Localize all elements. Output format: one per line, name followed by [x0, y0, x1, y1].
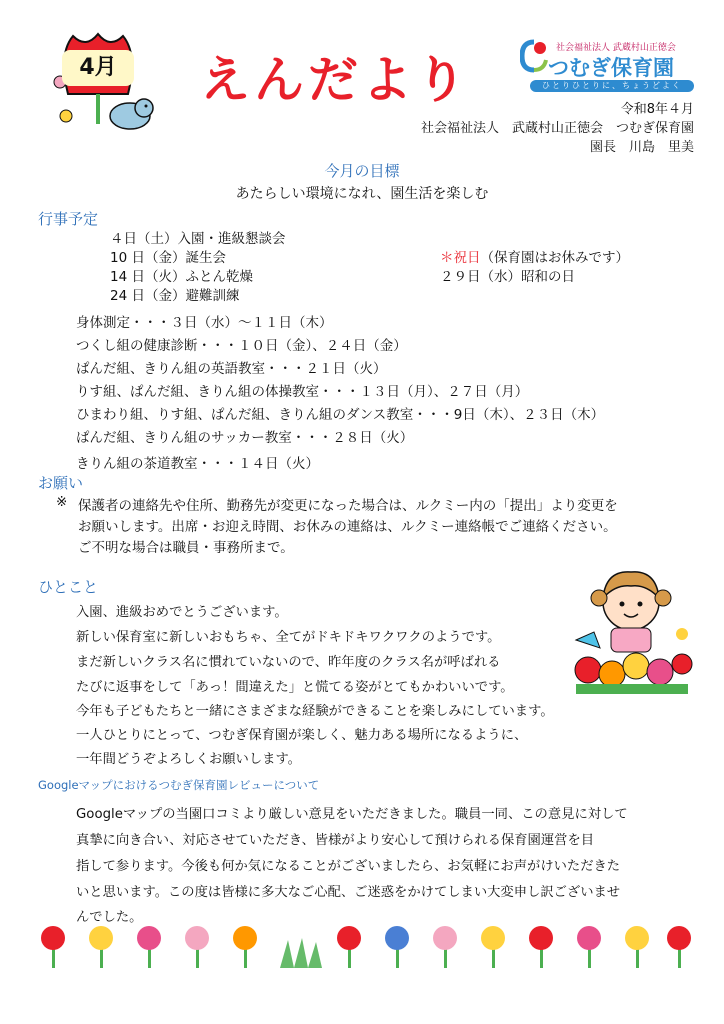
flower-icon	[337, 926, 361, 968]
flower-icon	[89, 926, 113, 968]
request-mark: ※	[56, 494, 68, 510]
schedule-line: ぱんだ組、きりん組のサッカー教室・・・２８日（火）	[76, 430, 414, 446]
request-line: ご不明な場合は職員・事務所まで。	[78, 540, 294, 556]
flower-icon	[625, 926, 649, 968]
events-heading: 行事予定	[38, 210, 99, 228]
flower-icon	[529, 926, 553, 968]
review-line: Googleマップの当園口コミより厳しい意見をいただきました。職員一同、この意見に対して	[76, 807, 628, 822]
goal-heading: 今月の目標	[324, 162, 400, 180]
event-item: ４日（土）入園・進級懇談会	[110, 231, 286, 247]
flower-icon	[41, 926, 65, 968]
flower-icon	[481, 926, 505, 968]
message-heading: ひとこと	[38, 578, 99, 596]
review-line: 指して参ります。今後も何か気になることがございましたら、お気軽にお声がけいただきた	[76, 859, 621, 874]
flower-icon	[577, 926, 601, 968]
schedule-line: つくし組の健康診断・・・１０日（金）、２４日（金）	[76, 338, 407, 354]
flower-icon	[385, 926, 409, 968]
grass-icon	[280, 938, 322, 968]
review-line: んでした。	[76, 910, 143, 925]
event-item: 10 日（金）誕生会	[110, 250, 226, 266]
flower-border-decoration	[30, 920, 700, 970]
review-line: いと思います。この度は皆様に多大なご心配、ご迷惑をかけてしまい大変申し訳ございませ	[76, 885, 621, 900]
schedule-line: 身体測定・・・３日（水）～１１日（木）	[76, 315, 333, 331]
holiday-date: ２９日（水）昭和の日	[440, 269, 575, 285]
flower-icon	[433, 926, 457, 968]
message-line: 今年も子どもたちと一緒にさまざまな経験ができることを楽しみにしています。	[76, 704, 554, 719]
schedule-line: きりん組の茶道教室・・・１４日（火）	[76, 456, 319, 472]
org-corporation-label: 社会福祉法人 武蔵村山正徳会	[556, 43, 676, 53]
message-line: たびに返事をして「あっ！間違えた」と慌てる姿がとてもかわいいです。	[76, 680, 514, 695]
message-line: 入園、進級おめでとうございます。	[76, 605, 288, 620]
goal-text: あたらしい環境になれ、園生活を楽しむ	[235, 186, 489, 202]
event-item: 14 日（火）ふとん乾燥	[110, 269, 253, 285]
holiday-mark: ＊祝日	[440, 250, 481, 266]
flower-icon	[137, 926, 161, 968]
message-line: 一年間どうぞよろしくお願いします。	[76, 752, 301, 767]
month-badge: 4月	[62, 50, 134, 86]
holiday-note: （保育園はお休みです）	[480, 250, 629, 266]
girl-watering-flowers-illustration	[566, 562, 696, 702]
review-line: 真摯に向き合い、対応させていただき、皆様がより安心して預けられる保育園運営を目	[76, 833, 595, 848]
corporation-line: 社会福祉法人 武蔵村山正徳会 つむぎ保育園	[420, 121, 694, 136]
message-line: 一人ひとりにとって、つむぎ保育園が楽しく、魅力ある場所になるように、	[76, 728, 528, 743]
schedule-line: ぱんだ組、きりん組の英語教室・・・２１日（火）	[76, 361, 387, 377]
message-line: 新しい保育室に新しいおもちゃ、全てがドキドキワクワクのようです。	[76, 630, 501, 645]
request-line: お願いします。出席・お迎え時間、お休みの連絡は、ルクミー連絡帳でご連絡ください。	[78, 519, 617, 535]
org-tagline: ひとりひとりに、ちょうどよく	[530, 80, 694, 92]
flower-icon	[185, 926, 209, 968]
message-line: まだ新しいクラス名に慣れていないので、昨年度のクラス名が呼ばれる	[76, 655, 501, 670]
schedule-line: ひまわり組、りす組、ぱんだ組、きりん組のダンス教室・・・9日（木）、２３日（木）	[76, 407, 605, 423]
request-heading: お願い	[38, 474, 84, 492]
page-title: えんだより	[200, 51, 470, 109]
director-line: 園長 川島 里美	[589, 140, 694, 155]
event-item: 24 日（金）避難訓練	[110, 288, 240, 304]
schedule-line: りす組、ぱんだ組、きりん組の体操教室・・・１３日（月）、２７日（月）	[76, 384, 529, 400]
org-name: つむぎ保育園	[548, 56, 674, 80]
flower-icon	[233, 926, 257, 968]
issue-date: 令和8年４月	[620, 102, 694, 117]
flower-icon	[667, 926, 691, 968]
request-line: 保護者の連絡先や住所、勤務先が変更になった場合は、ルクミー内の「提出」より変更を	[78, 498, 618, 514]
logo-icon	[520, 38, 550, 76]
review-heading: Googleマップにおけるつむぎ保育園レビューについて	[38, 778, 320, 792]
